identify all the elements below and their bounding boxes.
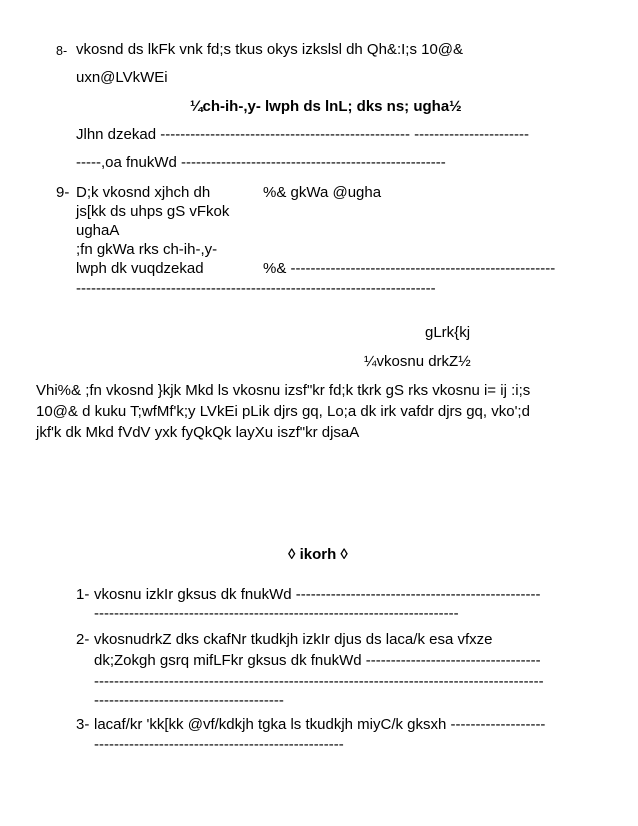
item-9-number: 9- bbox=[56, 184, 70, 201]
receipt-item-2-line-1: vkosnudrkZ dks ckafNr tkudkjh izkIr djus ds laca/k esa vfxze bbox=[94, 631, 493, 648]
item-8-line-2: uxn@LVkWEi bbox=[76, 69, 168, 86]
applicant-label: ¼vkosnu drkZ½ bbox=[364, 353, 471, 370]
item-9-question-line-2: js[kk ds uhps gS vFkok bbox=[76, 203, 230, 220]
item-9-question-line-3: ughaA bbox=[76, 222, 120, 239]
receipt-item-1-number: 1- bbox=[76, 586, 90, 603]
note-line-3: jkf'k dk Mkd fVdV yxk fyQkQk layXu iszf"kr djsaA bbox=[36, 424, 360, 441]
receipt-item-2-line-3: ------------------------------------------------------------------------------------------ bbox=[94, 673, 544, 690]
receipt-item-3-line-1: lacaf/kr 'kk[kk @vf/kdkjh tgka ls tkudkjh miyC/k gksxh ------------------- bbox=[94, 716, 546, 733]
item-9-answer-serial-line: %& ----------------------------------------------------- bbox=[263, 260, 556, 277]
item-9-question-line-1: D;k vkosnd xjhch dh bbox=[76, 184, 211, 201]
item-8-number: 8- bbox=[56, 44, 68, 58]
receipt-item-2-number: 2- bbox=[76, 631, 90, 648]
item-8-date-line: -----,oa fnukWd ----------------------------------------------------- bbox=[76, 154, 446, 171]
item-8-receipt-no-line: Jlhn dzekad -------------------------------------------------- ----------------------- bbox=[76, 126, 530, 143]
receipt-title: ◊ ikorh ◊ bbox=[288, 546, 348, 563]
item-9-question-line-4: ;fn gkWa rks ch-ih-,y- bbox=[76, 241, 218, 258]
receipt-item-2-line-4: -------------------------------------- bbox=[94, 692, 284, 709]
item-8-line-1: vkosnd ds lkFk vnk fd;s tkus okys izkslsl dh Qh&:I;s 10@& bbox=[76, 41, 464, 58]
item-9-question-line-5: lwph dk vuqdzekad bbox=[76, 260, 204, 277]
note-line-1: Vhi%& ;fn vkosnd }kjk Mkd ls vkosnu izsf"kr fd;k tkrk gS rks vkosnu i= ij :i;s bbox=[36, 382, 531, 399]
item-8-heading: ¼ch-ih-,y- lwph ds lnL; dks ns; ugha½ bbox=[190, 98, 462, 115]
receipt-item-3-number: 3- bbox=[76, 716, 90, 733]
receipt-item-2-line-2: dk;Zokgh gsrq mifLFkr gksus dk fnukWd ----------------------------------- bbox=[94, 652, 541, 669]
receipt-item-1-line-2: ------------------------------------------------------------------------- bbox=[94, 605, 459, 622]
receipt-item-3-line-2: -------------------------------------------------- bbox=[94, 736, 344, 753]
item-9-answer-yes-no: %& gkWa @ugha bbox=[263, 184, 382, 201]
signature-label: gLrk{kj bbox=[425, 324, 471, 341]
item-9-continuation-line: ------------------------------------------------------------------------ bbox=[76, 280, 436, 297]
receipt-item-1-line-1: vkosnu izkIr gksus dk fnukWd ------------------------------------------------- bbox=[94, 586, 541, 603]
note-line-2: 10@& d kuku T;wfMf'k;y LVkEi pLik djrs gq, Lo;a dk irk vafdr djrs gq, vko';d bbox=[36, 403, 530, 420]
